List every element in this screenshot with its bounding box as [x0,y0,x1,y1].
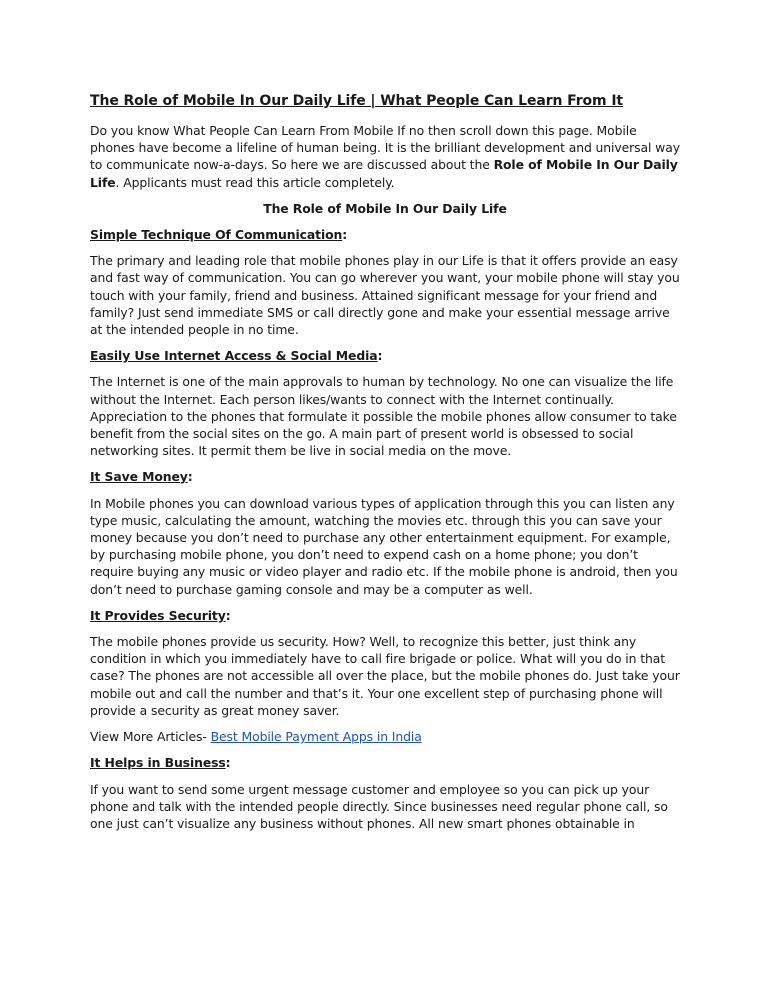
section-heading-text: Easily Use Internet Access & Social Media [90,348,378,364]
heading-colon: : [377,348,383,364]
heading-colon: : [187,469,193,485]
subtitle: The Role of Mobile In Our Daily Life [263,200,507,216]
section-heading-text: It Provides Security [90,607,226,623]
section-body: The primary and leading role that mobile phones play in our Life is that it offers provide an easy and fast way of communication. You can go wherever you want, your mobile phone will stay you touch with your family, friend and business. Attained significant message for your friend and family? Just send immediate SMS or call directly gone and make your essential message arrive at the intended people in no time. [90,253,680,338]
heading-colon: : [225,607,231,623]
section-heading-text: It Save Money [90,469,188,485]
section-body: In Mobile phones you can download various types of application through this you can listen any type music, calculating the amount, watching the movies etc. through this you can save your money because you don’t need to purchase any other entertainment equipment. For example, by purchasing mobile phone, you don’t need to expend cash on a home phone; you don’t require buying any music or video player and radio etc. If the mobile phone is android, then you don’t need to purchase gaming console and may be a computer as well. [90,495,678,597]
section-heading [90,226,680,243]
more-articles [90,728,680,745]
section-body: The Internet is one of the main approvals to human by technology. No one can visualize the life without the Internet. Each person likes/wants to connect with the Internet continually. Appreciation to the phones that formulate it possible the mobile phones allow consumer to take benefit from the social sites on the go. A main part of present world is obsessed to social networking sites. It permit them be live in social media on the move. [90,374,677,459]
section-body: If you want to send some urgent message customer and employee so you can pick up your phone and talk with the intended people directly. Since businesses need regular phone call, so one just can’t visualize any business without phones. All new smart phones obtainable in [90,781,668,831]
section-heading [90,347,680,364]
section-heading-text: Simple Technique Of Communication [90,227,343,243]
document-page [90,92,680,841]
section-heading [90,754,680,771]
heading-colon: : [225,755,231,771]
intro-text: Do you know What People Can Learn From Mobile If no then scroll down this page. Mobile phones have become a lifeline of human being. It is the brilliant development and universal way to communicate now-a-days. So here we are discussed about the [90,123,680,173]
section-heading [90,607,680,624]
intro-bold-text: Role of Mobile In Our Daily Life [90,157,678,190]
section-body: The mobile phones provide us security. How? Well, to recognize this better, just think any condition in which you immediately have to call fire brigade or police. What will you do in that case? The phones are not accessible all over the place, but the mobile phones do. Just take your mobile out and call the number and that’s it. Your one excellent step of purchasing phone will provide a security as great money saver. [90,634,680,718]
intro-paragraph [90,122,680,191]
more-articles-link[interactable]: Best Mobile Payment Apps in India [210,729,422,745]
section-heading-text: It Helps in Business [90,755,226,771]
more-articles-prefix: View More Articles- [90,729,211,745]
page-title: The Role of Mobile In Our Daily Life | What People Can Learn From It [90,93,624,109]
intro-text-end: . Applicants must read this article completely. [115,174,395,190]
section-heading [90,468,680,485]
heading-colon: : [342,227,348,243]
